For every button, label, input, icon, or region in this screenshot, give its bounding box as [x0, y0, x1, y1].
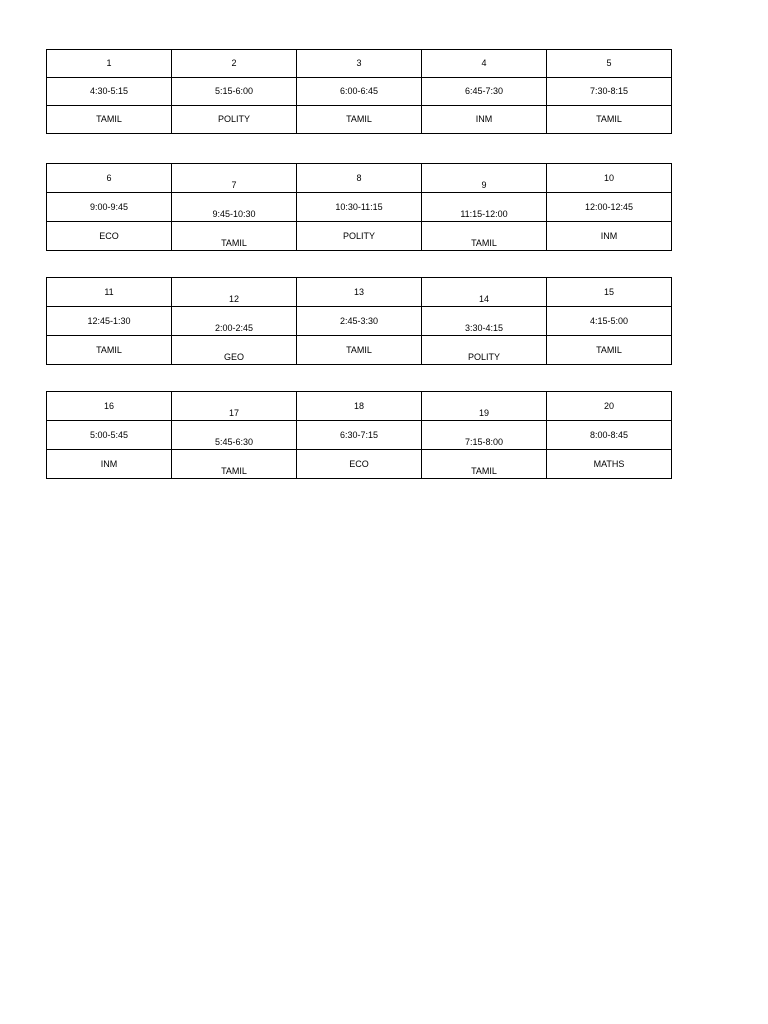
table-row-subjects [47, 336, 672, 365]
time-slot-cell: 10:30-11:15 [297, 193, 422, 222]
schedule-table-4 [46, 391, 672, 479]
time-slot-cell: 6:45-7:30 [422, 78, 547, 106]
period-number-cell: 3 [297, 50, 422, 78]
subject-cell: TAMIL [47, 106, 172, 134]
time-slot-cell: 6:30-7:15 [297, 421, 422, 450]
time-slot-cell: 12:45-1:30 [47, 307, 172, 336]
subject-cell: TAMIL [547, 106, 672, 134]
subject-cell: TAMIL [422, 222, 547, 251]
period-number-cell: 10 [547, 164, 672, 193]
subject-cell: TAMIL [47, 336, 172, 365]
subject-cell: TAMIL [172, 222, 297, 251]
subject-cell: TAMIL [422, 450, 547, 479]
table-row-subjects [47, 450, 672, 479]
table-row-time-slots [47, 193, 672, 222]
time-slot-cell: 5:15-6:00 [172, 78, 297, 106]
period-number-cell: 1 [47, 50, 172, 78]
period-number-cell: 15 [547, 278, 672, 307]
period-number-cell: 7 [172, 164, 297, 193]
subject-cell: POLITY [297, 222, 422, 251]
period-number-cell: 8 [297, 164, 422, 193]
time-slot-cell: 11:15-12:00 [422, 193, 547, 222]
table-row-subjects [47, 222, 672, 251]
time-slot-cell: 6:00-6:45 [297, 78, 422, 106]
time-slot-cell: 5:00-5:45 [47, 421, 172, 450]
subject-cell: INM [47, 450, 172, 479]
table-row-period-numbers [47, 50, 672, 78]
subject-cell: INM [422, 106, 547, 134]
schedule-table-3 [46, 277, 672, 365]
time-slot-cell: 4:15-5:00 [547, 307, 672, 336]
table-row-time-slots [47, 78, 672, 106]
period-number-cell: 13 [297, 278, 422, 307]
table-row-period-numbers [47, 392, 672, 421]
time-slot-cell: 7:15-8:00 [422, 421, 547, 450]
period-number-cell: 17 [172, 392, 297, 421]
subject-cell: ECO [297, 450, 422, 479]
subject-cell: GEO [172, 336, 297, 365]
subject-cell: POLITY [422, 336, 547, 365]
schedule-table-2 [46, 163, 672, 251]
time-slot-cell: 8:00-8:45 [547, 421, 672, 450]
period-number-cell: 14 [422, 278, 547, 307]
subject-cell: ECO [47, 222, 172, 251]
time-slot-cell: 2:45-3:30 [297, 307, 422, 336]
period-number-cell: 16 [47, 392, 172, 421]
period-number-cell: 2 [172, 50, 297, 78]
time-slot-cell: 12:00-12:45 [547, 193, 672, 222]
table-row-period-numbers [47, 164, 672, 193]
period-number-cell: 4 [422, 50, 547, 78]
table-row-time-slots [47, 421, 672, 450]
time-slot-cell: 2:00-2:45 [172, 307, 297, 336]
subject-cell: TAMIL [297, 336, 422, 365]
period-number-cell: 6 [47, 164, 172, 193]
table-row-time-slots [47, 307, 672, 336]
table-row-period-numbers [47, 278, 672, 307]
subject-cell: TAMIL [297, 106, 422, 134]
subject-cell: TAMIL [547, 336, 672, 365]
time-slot-cell: 5:45-6:30 [172, 421, 297, 450]
schedule-table-1 [46, 49, 672, 134]
subject-cell: MATHS [547, 450, 672, 479]
time-slot-cell: 3:30-4:15 [422, 307, 547, 336]
table-row-subjects [47, 106, 672, 134]
time-slot-cell: 9:45-10:30 [172, 193, 297, 222]
time-slot-cell: 9:00-9:45 [47, 193, 172, 222]
period-number-cell: 9 [422, 164, 547, 193]
time-slot-cell: 4:30-5:15 [47, 78, 172, 106]
period-number-cell: 12 [172, 278, 297, 307]
subject-cell: TAMIL [172, 450, 297, 479]
period-number-cell: 11 [47, 278, 172, 307]
period-number-cell: 20 [547, 392, 672, 421]
period-number-cell: 19 [422, 392, 547, 421]
period-number-cell: 18 [297, 392, 422, 421]
subject-cell: INM [547, 222, 672, 251]
period-number-cell: 5 [547, 50, 672, 78]
time-slot-cell: 7:30-8:15 [547, 78, 672, 106]
subject-cell: POLITY [172, 106, 297, 134]
